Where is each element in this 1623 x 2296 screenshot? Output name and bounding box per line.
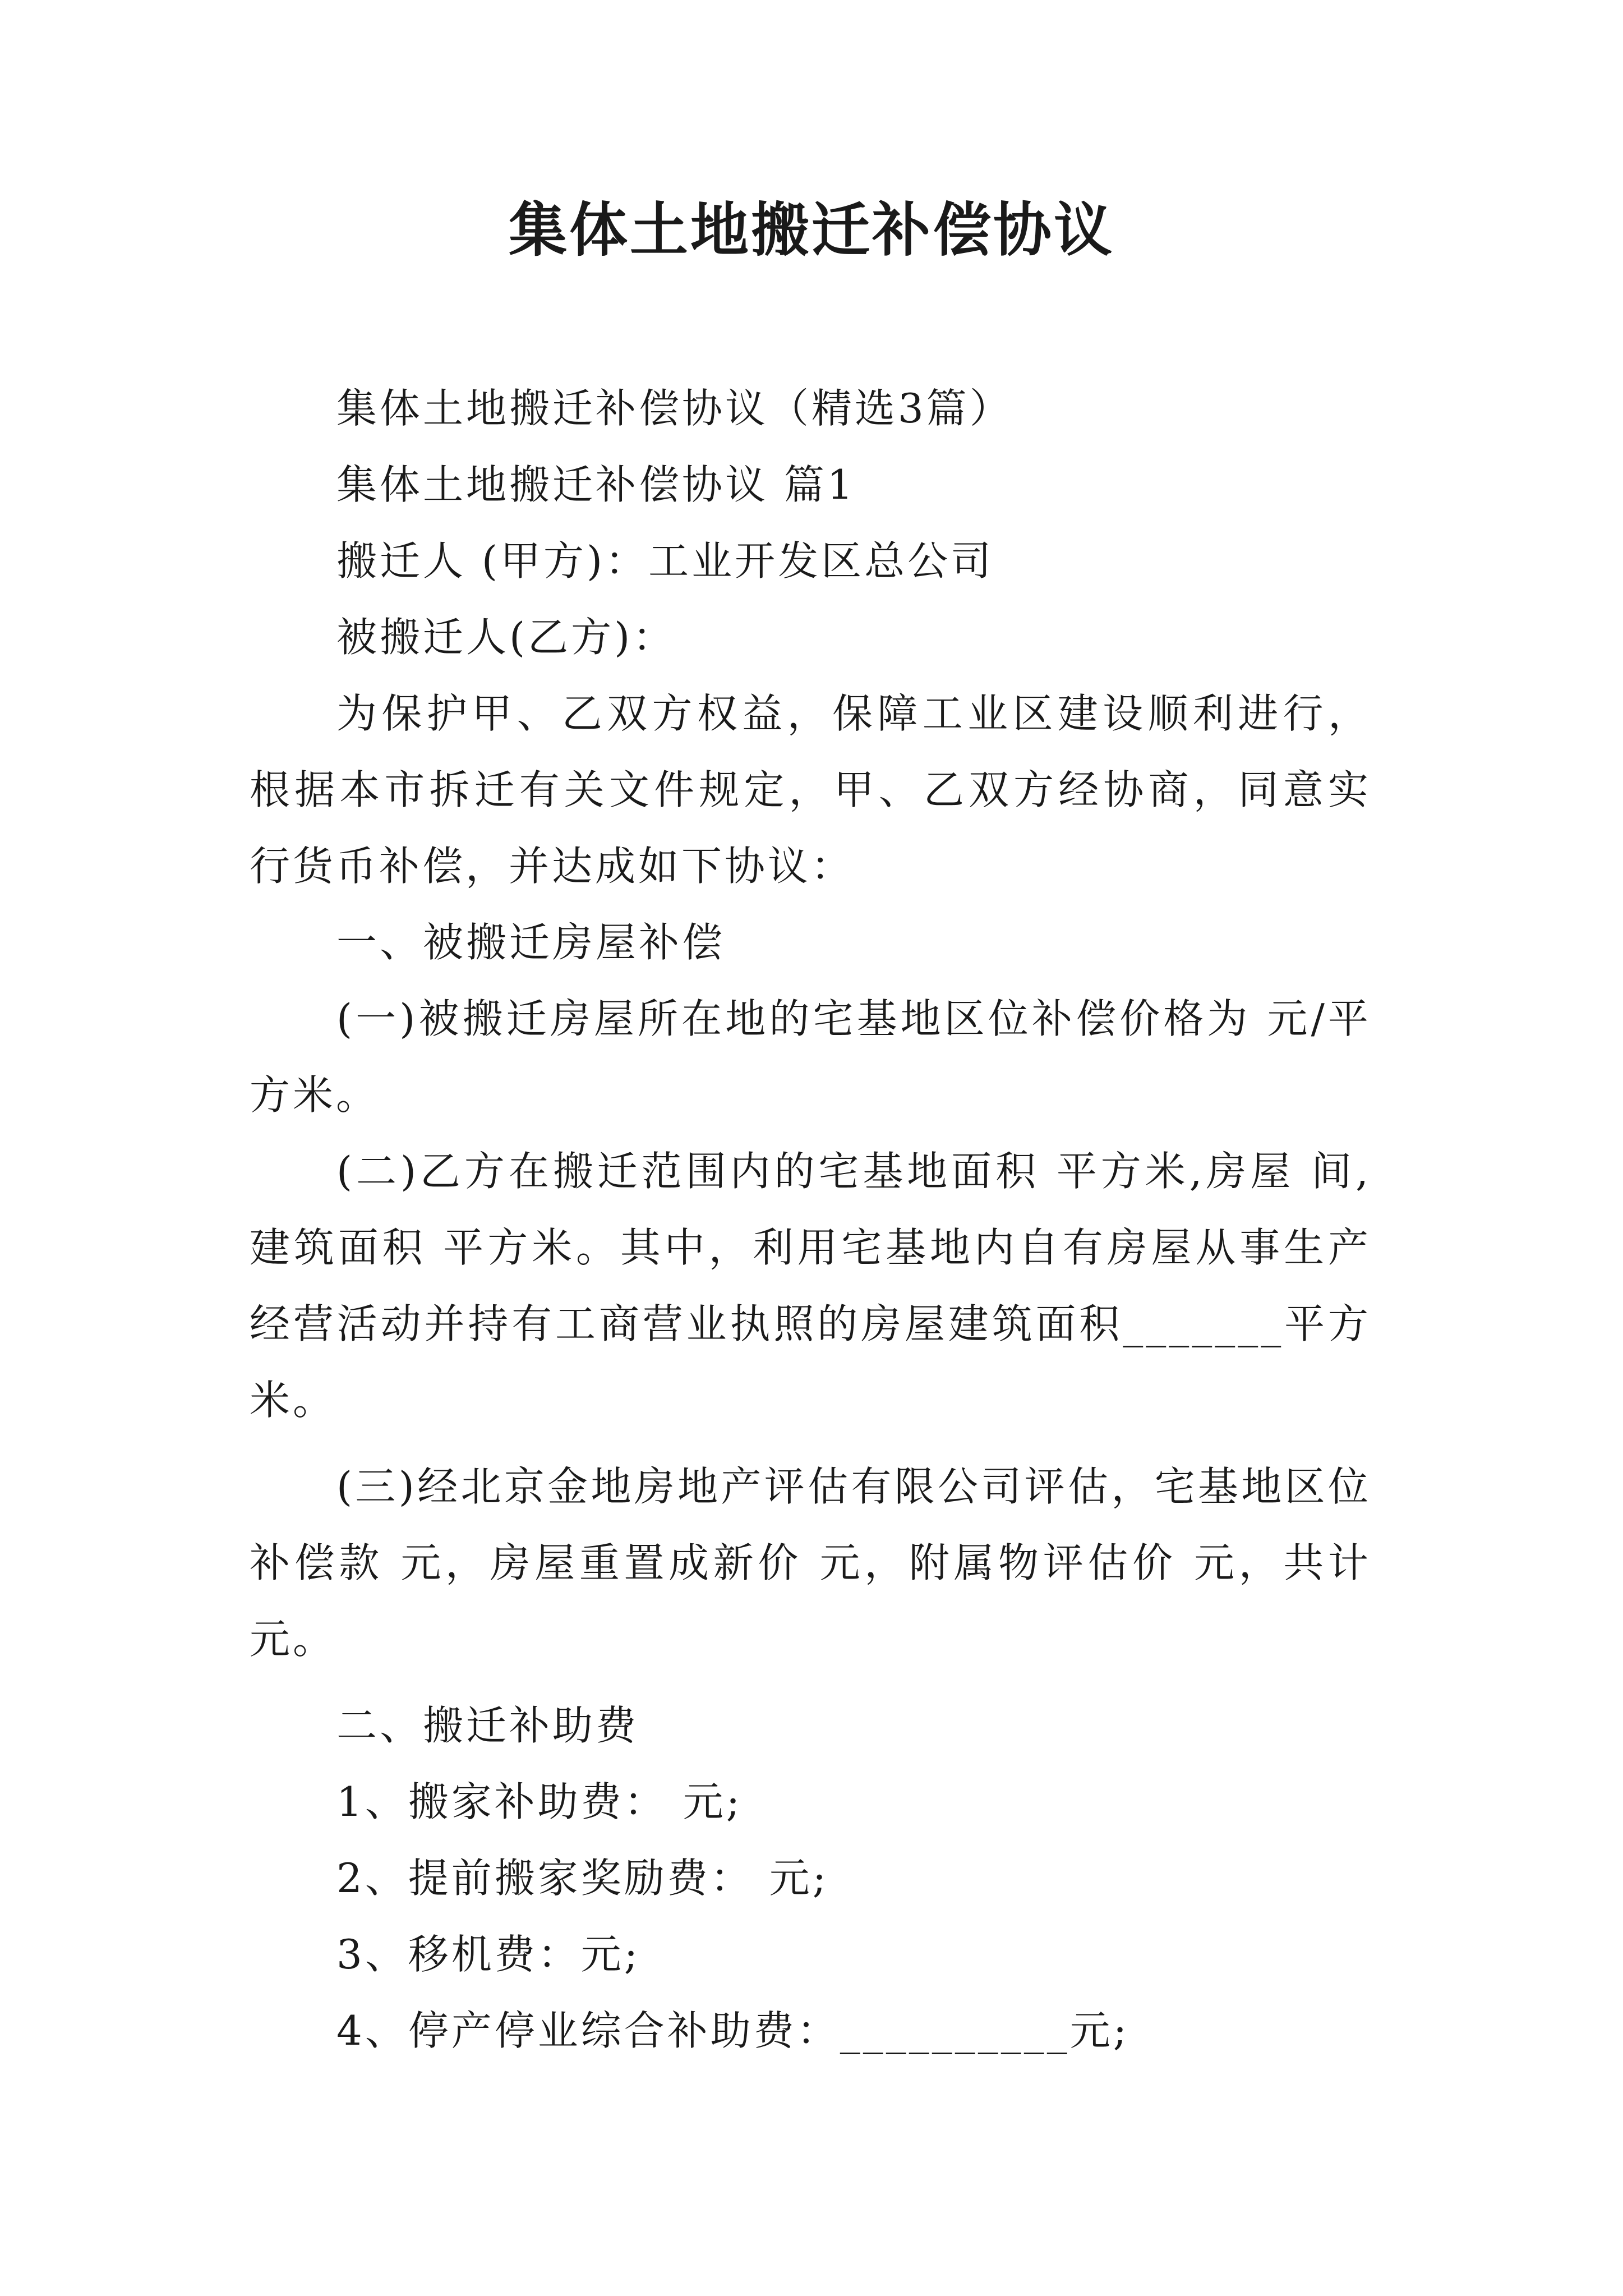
paragraph-party-a: 搬迁人 (甲方)：工业开发区总公司 bbox=[336, 537, 994, 585]
paragraph-subtitle: 集体土地搬迁补偿协议（精选3篇） bbox=[336, 385, 1013, 432]
paragraph-clause-1-1: (一)被搬迁房屋所在地的宅基地区位补偿价格为 元/平方米。 bbox=[250, 995, 1371, 1119]
paragraph-party-b: 被搬迁人(乙方)： bbox=[336, 614, 676, 661]
document-body bbox=[250, 370, 1371, 2069]
paragraph-preamble: 为保护甲、乙双方权益，保障工业区建设顺利进行，根据本市拆迁有关文件规定，甲、乙双方经协商，同意实行货币补偿，并达成如下协议： bbox=[250, 690, 1371, 890]
paragraph-heading-2: 二、搬迁补助费 bbox=[336, 1702, 639, 1749]
paragraph-item-3: 3、移机费：元; bbox=[336, 1931, 641, 1978]
paragraph-heading-1: 一、被搬迁房屋补偿 bbox=[336, 919, 726, 966]
paragraph-clause-1-2: (二)乙方在搬迁范围内的宅基地面积 平方米,房屋 间,建筑面积 平方米。其中，利用宅基地内自有房屋从事生产经营活动并持有工商营业执照的房屋建筑面积_______平方米。 bbox=[250, 1148, 1371, 1424]
paragraph-item-2: 2、提前搬家奖励费： 元; bbox=[336, 1855, 829, 1902]
paragraph-clause-1-3: (三)经北京金地房地产评估有限公司评估，宅基地区位补偿款 元，房屋重置成新价 元，附属物评估价 元，共计元。 bbox=[250, 1463, 1371, 1663]
paragraph-section-heading: 集体土地搬迁补偿协议 篇1 bbox=[336, 461, 856, 508]
paragraph-item-4: 4、停产停业综合补助费：__________元; bbox=[336, 2007, 1130, 2054]
document-title: 集体土地搬迁补偿协议 bbox=[508, 195, 1114, 264]
paragraph-item-1: 1、搬家补助费： 元; bbox=[336, 1778, 743, 1825]
